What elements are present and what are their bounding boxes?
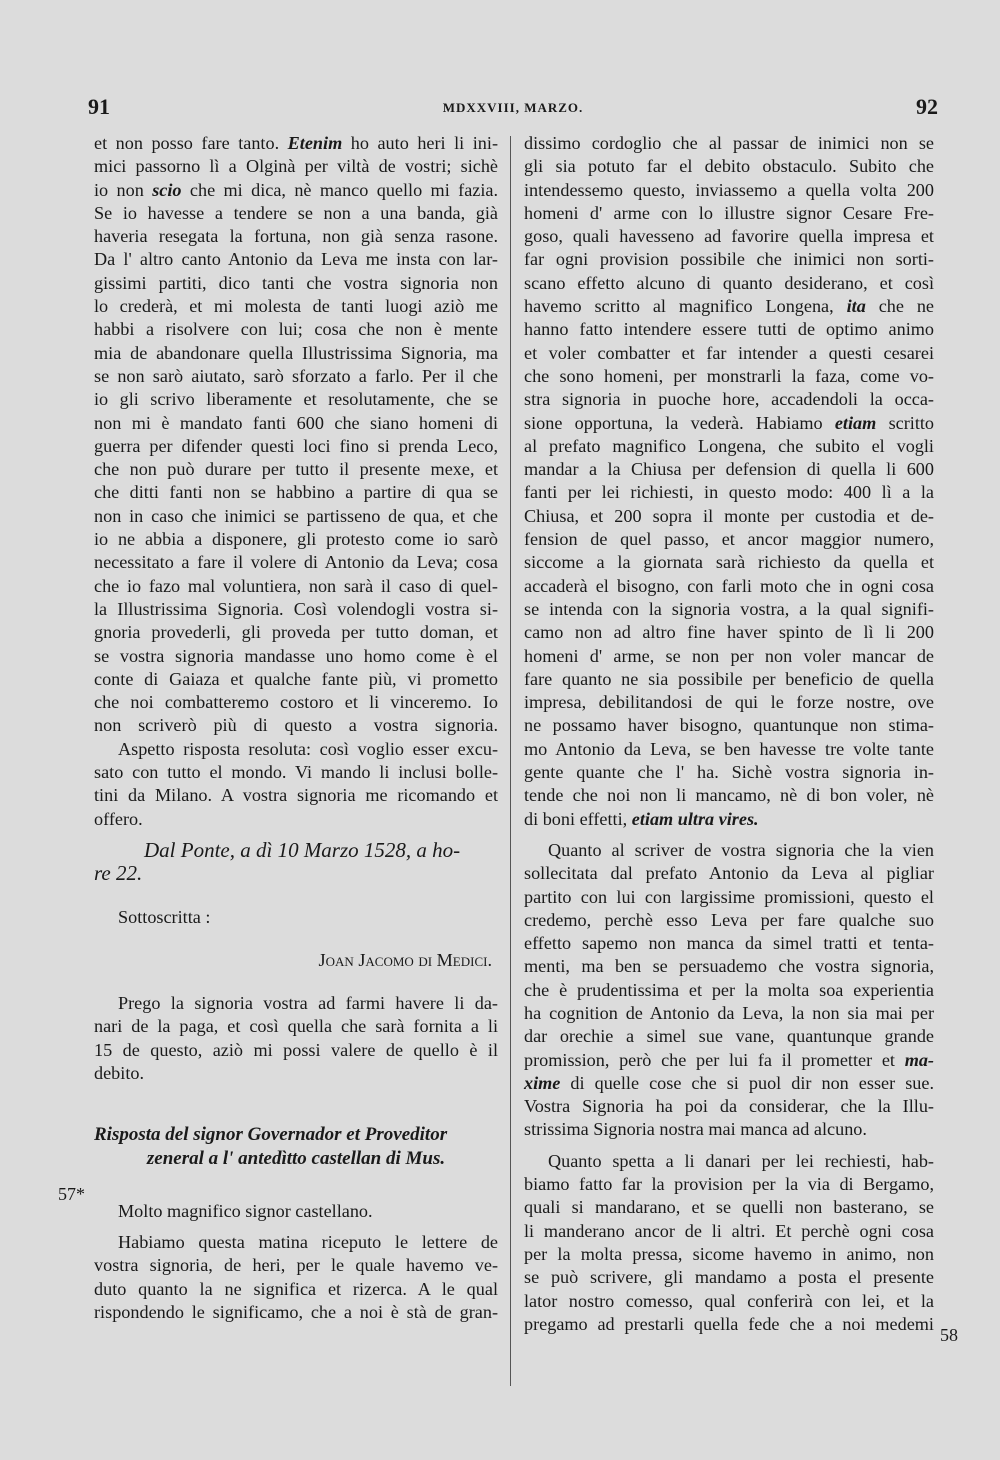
text-line: credemo, perchè esso Leva per fare qualche suo (524, 909, 934, 930)
text-line: gente quante che l' ha. Sichè vostra signoria in- (524, 762, 934, 783)
text-line: ha cognition de Antonio da Leva, la non sia mai per (524, 1002, 934, 1023)
text-line: se può scrivere, gli mandamo a posta el presente (524, 1267, 934, 1288)
page-number-left: 91 (88, 94, 110, 119)
text-line: conte di Gaiaza et qualche fante più, vi prometto (94, 668, 498, 689)
date-line: re 22. (94, 861, 143, 886)
text-line: 15 de questo, aziò mi possi valere de quello è il (94, 1039, 498, 1060)
text-line: che è prudentissima et per la molta soa experientia (524, 979, 934, 1000)
paragraph (94, 738, 498, 831)
title-line: Risposta del signor Governador et Proveditor (94, 1124, 448, 1146)
text-line: io gli scrivo liberamente et resolutamente, che se (94, 389, 498, 410)
text-line: scano effetto alcuno di quanto desiderano, et così (524, 272, 934, 293)
text-line: se non sarò aiutato, sarò sforzato a farlo. Per il che (94, 365, 498, 386)
text-line: li manderano ancor de li altri. Et perchè ogni cosa (524, 1220, 934, 1241)
text-line: quali si mandarano, et se quelli non basterano, se (524, 1197, 934, 1218)
text-line: Da l' altro canto Antonio da Leva me insta con lar- (94, 249, 498, 270)
text-line: che sono homeni, per monstrarli la faza, come vo- (524, 365, 934, 386)
text-line: la Illustrissima Signoria. Così volendogli vostra si- (94, 598, 498, 619)
text-line: camo non ad altro fine haver spinto de lì li 200 (524, 622, 934, 643)
letter-date (94, 839, 498, 886)
paragraph (94, 1231, 498, 1324)
text-line: pregamo ad prestarli quella fede che a noi medemi (524, 1313, 934, 1334)
title-line: zeneral a l' antedìtto castellan di Mus. (146, 1147, 446, 1169)
text-line: sato con tutto el mondo. Vi mando li inclusi bolle- (94, 762, 498, 783)
text-line: stra signoria in puoche hore, accadendoli la occa- (524, 389, 934, 410)
margin-number-right: 58 (940, 1325, 958, 1345)
page-number-right: 92 (916, 94, 938, 119)
text-line: lator nostro comesso, qual conferirà con lei, et la (524, 1290, 934, 1311)
page-header (88, 94, 938, 124)
text-line: hanno fatto intendere essere tutti de optimo animo (524, 319, 934, 340)
text-line: Quanto spetta a li danari per lei rechiesti, hab- (548, 1150, 934, 1171)
text-line: al prefato magnifico Longena, che subito el vogli (524, 435, 934, 456)
date-line: Dal Ponte, a dì 10 Marzo 1528, a ho- (144, 837, 461, 862)
text-line: mandar a la Chiusa per defension di quella li 600 (524, 459, 934, 480)
text-line: ne possamo haver bisogno, quantunque non stima- (524, 715, 934, 736)
running-title: MDXXVIII, MARZO. (442, 100, 584, 115)
text-line: homeni d' arme, se non per non voler mancar de (524, 645, 934, 666)
text-line: mo Antonio da Leva, se ben havesse tre volte tante (524, 738, 934, 759)
text-line: vostra signoria, de heri, per le quale havemo ve- (94, 1255, 498, 1276)
paragraph (524, 132, 934, 831)
text-line: intendessemo questo, inviassemo a quella volta 200 (524, 179, 934, 200)
text-line: effetto sapemo non manca da simel tratti et tenta- (524, 933, 934, 954)
paragraph (94, 992, 498, 1085)
text-line: offero. (94, 808, 143, 829)
text-line: Chiusa, et 200 sopra il monte per custodia et de- (524, 505, 934, 526)
text-line: di boni effetti, etiam ultra vires. (524, 808, 759, 829)
text-line: se intenda con la signoria vostra, a la qual signifi- (524, 598, 934, 619)
document-title (94, 1123, 498, 1170)
text-line: se vostra signoria mandasse uno homo come è el (94, 645, 498, 666)
text-line: non in caso che inimici se partisseno de qua, et che (94, 505, 498, 526)
text-line: lo crederà, et mi molesta de tanti luogi aziò me (94, 296, 498, 317)
text-line: siccome a la giornata sarà richiesto da quella et (524, 552, 934, 573)
left-column (94, 132, 498, 1324)
salutation: Molto magnifico signor castellano. (118, 1200, 373, 1221)
text-line: haveria resegata la fortuna, non già senza rasone. (94, 226, 498, 247)
text-line: sione opportuna, la vederà. Habiamo etiam scritto (524, 412, 935, 433)
text-line: gnoria provederli, gli proveda per tutto doman, et (94, 622, 498, 643)
text-line: che noi combatteremo costoro et li vinceremo. Io (94, 692, 498, 713)
text-line: fare quanto ne sia possibile per beneficio de quella (524, 668, 934, 689)
text-line: partito con lui con largissime promissioni, questo el (524, 886, 934, 907)
text-line: et non posso fare tanto. Etenim ho auto heri li ini- (94, 133, 499, 153)
text-line: io ne abbia a disponere, gli protesto come io sarò (94, 529, 498, 550)
text-line: io non scio che mi dica, nè manco quello mi fazia. (94, 179, 499, 200)
text-line: goso, quali havesseno ad favorire quella impresa et (524, 226, 934, 247)
text-line: habbi a risolvere con lui; cosa che non è mente (94, 319, 498, 340)
text-line: strissima Signoria nostra mai manca ad alcuno. (524, 1119, 867, 1140)
text-line: impresa, debilitandosi de qui le forze nostre, ove (524, 692, 934, 713)
right-column (524, 132, 934, 1336)
text-line: mici passorno lì a Olginà per viltà de vostri; sichè (94, 156, 498, 177)
text-line: Se io havesse a tendere se non a una banda, già (94, 202, 498, 223)
text-line: xime di quelle cose che si puol dir non esser sue. (524, 1072, 934, 1093)
text-line: dar orechie a simel sue vane, quantunque grande (524, 1026, 934, 1047)
text-line: non scriverò più di questo a vostra signoria. (94, 715, 498, 736)
text-line: che ditti fanti non se habbino a partire di qua se (94, 482, 498, 503)
text-line: biamo fatto far la provision per la via di Bergamo, (524, 1174, 934, 1195)
text-line: non mi è mandato fanti 600 che siano homeni di (94, 412, 498, 433)
text-line: gissimi partiti, dico tanti che vostra signoria non (94, 272, 498, 293)
text-line: fanti per lei richiesti, in questo modo: 400 lì a la (524, 482, 934, 503)
text-line: accaderà el bisogno, con farli moto che in ogni cosa (524, 575, 934, 596)
text-line: homeni d' arme con lo illustre signor Cesare Fre- (524, 202, 934, 223)
text-line: debito. (94, 1062, 145, 1083)
text-line: Prego la signoria vostra ad farmi havere li da- (118, 993, 498, 1014)
text-line: che io fazo mal voluntiera, non sarà il caso di quel- (94, 575, 498, 596)
signature: Joan Jacomo di Medici. (318, 949, 492, 970)
text-line: far ogni provision possibile che inimici non sorti- (524, 249, 934, 270)
text-line: Quanto al scriver de vostra signoria che la vien (548, 839, 934, 860)
text-line: gli sia potuto far el debito obstaculo. Subito che (524, 156, 934, 177)
text-line: promission, però che per lui fa il prometter et ma- (524, 1049, 934, 1070)
text-line: mia de abandonare quella Illustrissima Signoria, ma (94, 342, 498, 363)
text-line: Vostra Signoria ha poi da considerar, che la Illu- (524, 1096, 934, 1117)
subscribed-label: Sottoscritta : (118, 906, 211, 927)
text-line: Aspetto risposta resoluta: così voglio esser excu- (118, 738, 498, 759)
text-line: tini da Milano. A vostra signoria me ricomando et (94, 785, 498, 806)
text-line: Habiamo questa matina riceputo le lettere de (118, 1232, 498, 1253)
column-divider (510, 136, 511, 1386)
text-line: che non può durare per tutto il presente mexe, et (94, 459, 498, 480)
text-line: sollecitata dal prefato Antonio da Leva al pigliar (524, 863, 934, 884)
text-line: rispondendo le significamo, che a noi è stà de gran- (94, 1302, 498, 1323)
text-line: duto quanto la ne significa et rizerca. A le qual (94, 1278, 498, 1299)
text-line: dissimo cordoglio che al passar de inimici non se (524, 133, 934, 153)
text-line: necessitato a fare il volere di Antonio da Leva; cosa (94, 552, 498, 573)
text-line: menti, ma ben se persuademo che vostra signoria, (524, 956, 934, 977)
text-line: guerra per difender questi loci fino si prenda Leco, (94, 435, 498, 456)
paragraph (94, 132, 498, 738)
text-line: havemo scritto al magnifico Longena, ita che ne (524, 296, 935, 317)
paragraph (524, 1150, 934, 1336)
paragraph (524, 839, 934, 1142)
text-line: nari de la paga, et così quella che sarà fornita a li (94, 1016, 498, 1037)
text-line: tende che noi non li mancamo, nè di bon voler, nè (524, 785, 934, 806)
margin-number-left: 57* (58, 1184, 85, 1204)
text-line: per la molta pressa, sicome havemo in animo, non (524, 1243, 934, 1264)
text-line: fension de quel passo, et ancor maggior numero, (524, 529, 934, 550)
text-line: et voler combatter et far intender a questi cesarei (524, 342, 934, 363)
